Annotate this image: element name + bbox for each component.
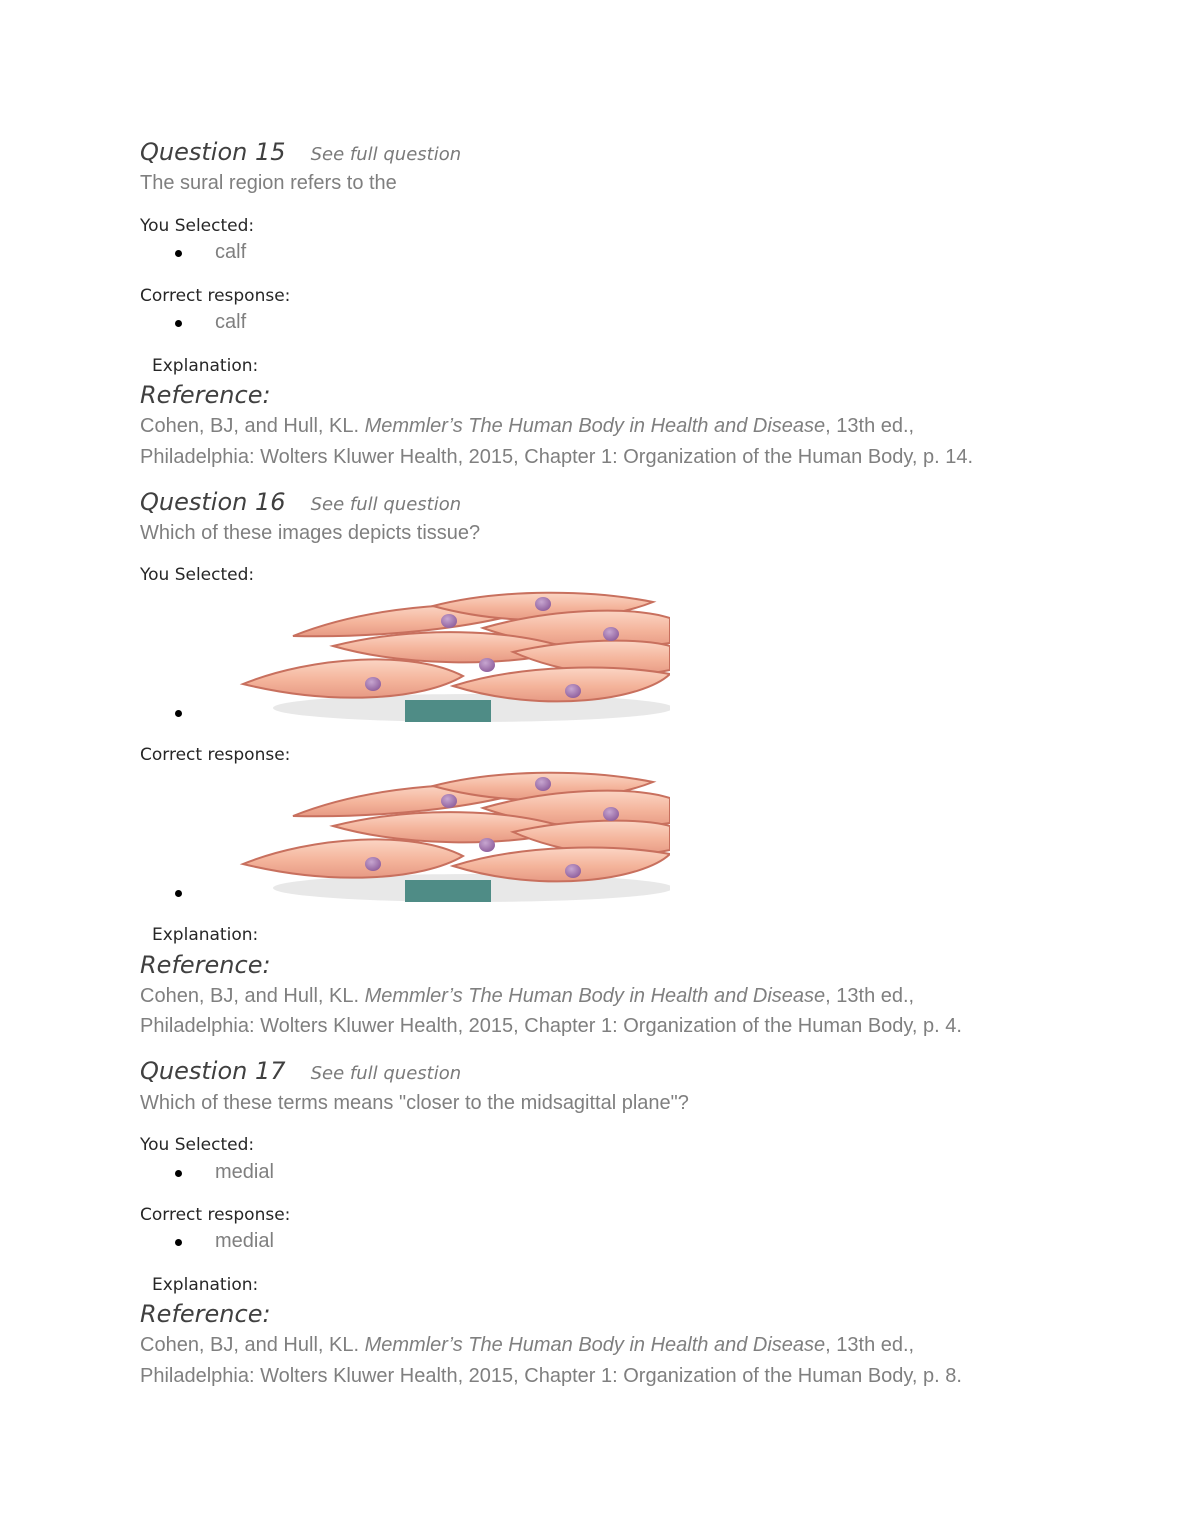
selected-answer-image bbox=[233, 588, 670, 722]
bullet bbox=[175, 250, 182, 257]
reference-line-1 bbox=[140, 415, 914, 438]
question-header bbox=[140, 1057, 461, 1085]
question-text: Which of these images depicts tissue? bbox=[140, 522, 481, 544]
explanation-label: Explanation: bbox=[152, 1275, 259, 1295]
correct-answer-image bbox=[233, 768, 670, 902]
bullet bbox=[175, 320, 182, 327]
question-text: The sural region refers to the bbox=[140, 172, 397, 194]
bullet bbox=[175, 710, 182, 717]
reference-edition: , 13th ed., bbox=[825, 1334, 915, 1356]
question-16 bbox=[140, 488, 1060, 1048]
correct-answer: calf bbox=[215, 311, 247, 333]
question-title: Question 17 bbox=[140, 1057, 286, 1085]
selected-answer: medial bbox=[215, 1161, 274, 1183]
reference-authors: Cohen, BJ, and Hull, KL. bbox=[140, 1334, 365, 1356]
reference-heading: Reference: bbox=[140, 381, 271, 409]
see-full-question-link[interactable]: See full question bbox=[310, 144, 462, 165]
you-selected-label: You Selected: bbox=[140, 216, 255, 236]
reference-line-2: Philadelphia: Wolters Kluwer Health, 2015, Chapter 1: Organization of the Human Body, p. 4. bbox=[140, 1015, 962, 1037]
reference-book-title: Memmler’s The Human Body in Health and Disease bbox=[364, 985, 826, 1007]
reference-edition: , 13th ed., bbox=[825, 415, 915, 437]
correct-answer: medial bbox=[215, 1230, 274, 1252]
you-selected-label: You Selected: bbox=[140, 565, 255, 585]
bullet bbox=[175, 1239, 182, 1246]
reference-heading: Reference: bbox=[140, 951, 271, 979]
bullet bbox=[175, 1170, 182, 1177]
selected-answer: calf bbox=[215, 241, 247, 263]
question-header bbox=[140, 488, 461, 516]
explanation-label: Explanation: bbox=[152, 356, 259, 376]
explanation-label: Explanation: bbox=[152, 925, 259, 945]
smooth-muscle-tissue-illustration bbox=[233, 588, 670, 722]
reference-edition: , 13th ed., bbox=[825, 985, 915, 1007]
reference-book-title: Memmler’s The Human Body in Health and Disease bbox=[364, 1334, 826, 1356]
question-title: Question 16 bbox=[140, 488, 286, 516]
bullet bbox=[175, 890, 182, 897]
see-full-question-link[interactable]: See full question bbox=[310, 1063, 462, 1084]
reference-line-1 bbox=[140, 985, 914, 1008]
correct-response-label: Correct response: bbox=[140, 1205, 291, 1225]
reference-book-title: Memmler’s The Human Body in Health and Disease bbox=[364, 415, 826, 437]
smooth-muscle-tissue-illustration bbox=[233, 768, 670, 902]
reference-authors: Cohen, BJ, and Hull, KL. bbox=[140, 415, 365, 437]
question-header bbox=[140, 138, 461, 166]
reference-line-1 bbox=[140, 1334, 914, 1357]
question-17 bbox=[140, 1057, 1060, 1397]
reference-line-2: Philadelphia: Wolters Kluwer Health, 2015, Chapter 1: Organization of the Human Body, p. 8. bbox=[140, 1365, 962, 1387]
see-full-question-link[interactable]: See full question bbox=[310, 494, 462, 515]
you-selected-label: You Selected: bbox=[140, 1135, 255, 1155]
reference-line-2: Philadelphia: Wolters Kluwer Health, 2015, Chapter 1: Organization of the Human Body, p. 14. bbox=[140, 446, 974, 468]
question-title: Question 15 bbox=[140, 138, 286, 166]
correct-response-label: Correct response: bbox=[140, 745, 291, 765]
question-text: Which of these terms means "closer to the midsagittal plane"? bbox=[140, 1092, 689, 1114]
reference-authors: Cohen, BJ, and Hull, KL. bbox=[140, 985, 365, 1007]
question-15 bbox=[140, 138, 1060, 478]
reference-heading: Reference: bbox=[140, 1300, 271, 1328]
correct-response-label: Correct response: bbox=[140, 286, 291, 306]
